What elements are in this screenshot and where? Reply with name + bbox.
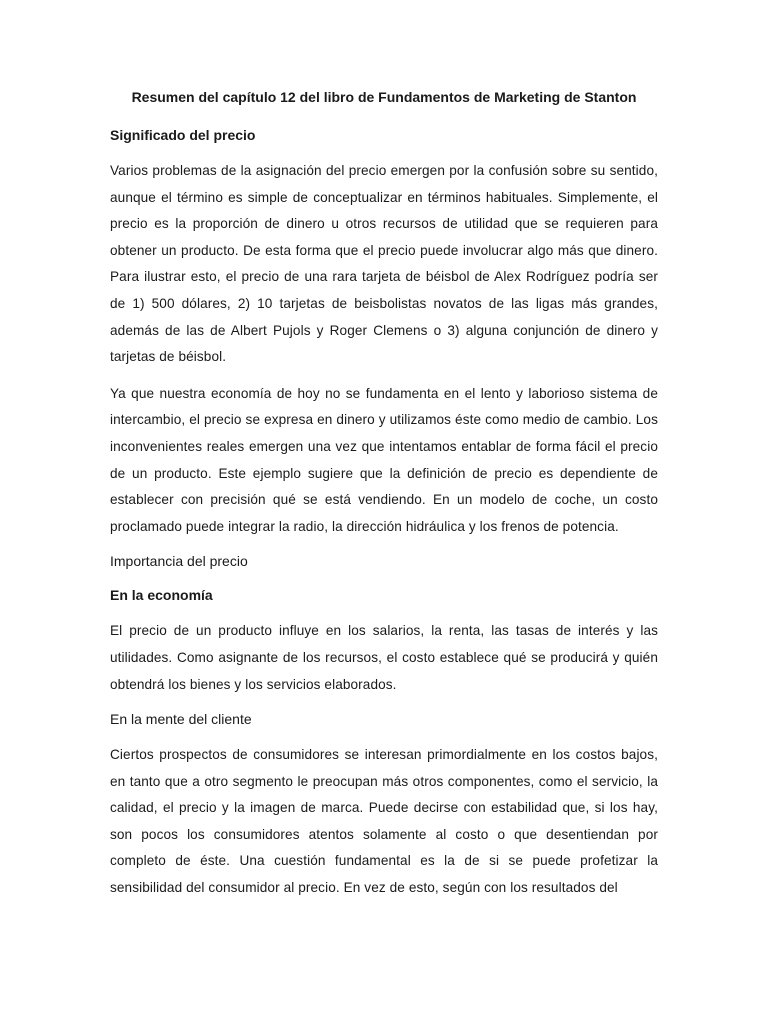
paragraph-economia: El precio de un producto influye en los salarios, la renta, las tasas de interés y las utilidades. Como asignante de los recursos, el costo establece qué se producirá y quién obtendrá los bienes y los servicios elaborados. [110,623,658,692]
document-title: Resumen del capítulo 12 del libro de Fundamentos de Marketing de Stanton [131,89,637,105]
heading-significado: Significado del precio [110,127,256,143]
heading-cliente: En la mente del cliente [110,711,252,728]
paragraph-significado-1: Varios problemas de la asignación del precio emergen por la confusión sobre su sentido, aunque el término es simple de conceptualizar en términos habituales. Simplemente, el precio es la proporción de dinero u otros recursos de utilidad que se requieren para obtener un producto. De esta forma que el precio puede involucrar algo más que dinero. Para ilustrar esto, el precio de una rara tarjeta de béisbol de Alex Rodríguez podría ser de 1) 500 dólares, 2) 10 tarjetas de beisbolistas novatos de las ligas más grandes, además de las de Albert Pujols y Roger Clemens o 3) alguna conjunción de dinero y tarjetas de béisbol. [110,163,658,365]
document-body [110,86,658,912]
paragraph-cliente: Ciertos prospectos de consumidores se interesan primordialmente en los costos bajos, en tanto que a otro segmento le preocupan más otros componentes, como el servicio, la calidad, el precio y la imagen de marca. Puede decirse con estabilidad que, si los hay, son pocos los consumidores atentos solamente al costo o que desentiendan por completo de éste. Una cuestión fundamental es la de si se puede profetizar la sensibilidad del consumidor al precio. En vez de esto, según con los resultados del [110,747,658,896]
heading-economia: En la economía [110,587,213,604]
paragraph-significado-2: Ya que nuestra economía de hoy no se fundamenta en el lento y laborioso sistema de intercambio, el precio se expresa en dinero y utilizamos éste como medio de cambio. Los inconvenientes reales emergen una vez que intentamos entablar de forma fácil el precio de un producto. Este ejemplo sugiere que la definición de precio es dependiente de establecer con precisión qué se está vendiendo. En un modelo de coche, un costo proclamado puede integrar la radio, la dirección hidráulica y los frenos de potencia. [110,385,658,534]
heading-importancia: Importancia del precio [110,553,248,570]
